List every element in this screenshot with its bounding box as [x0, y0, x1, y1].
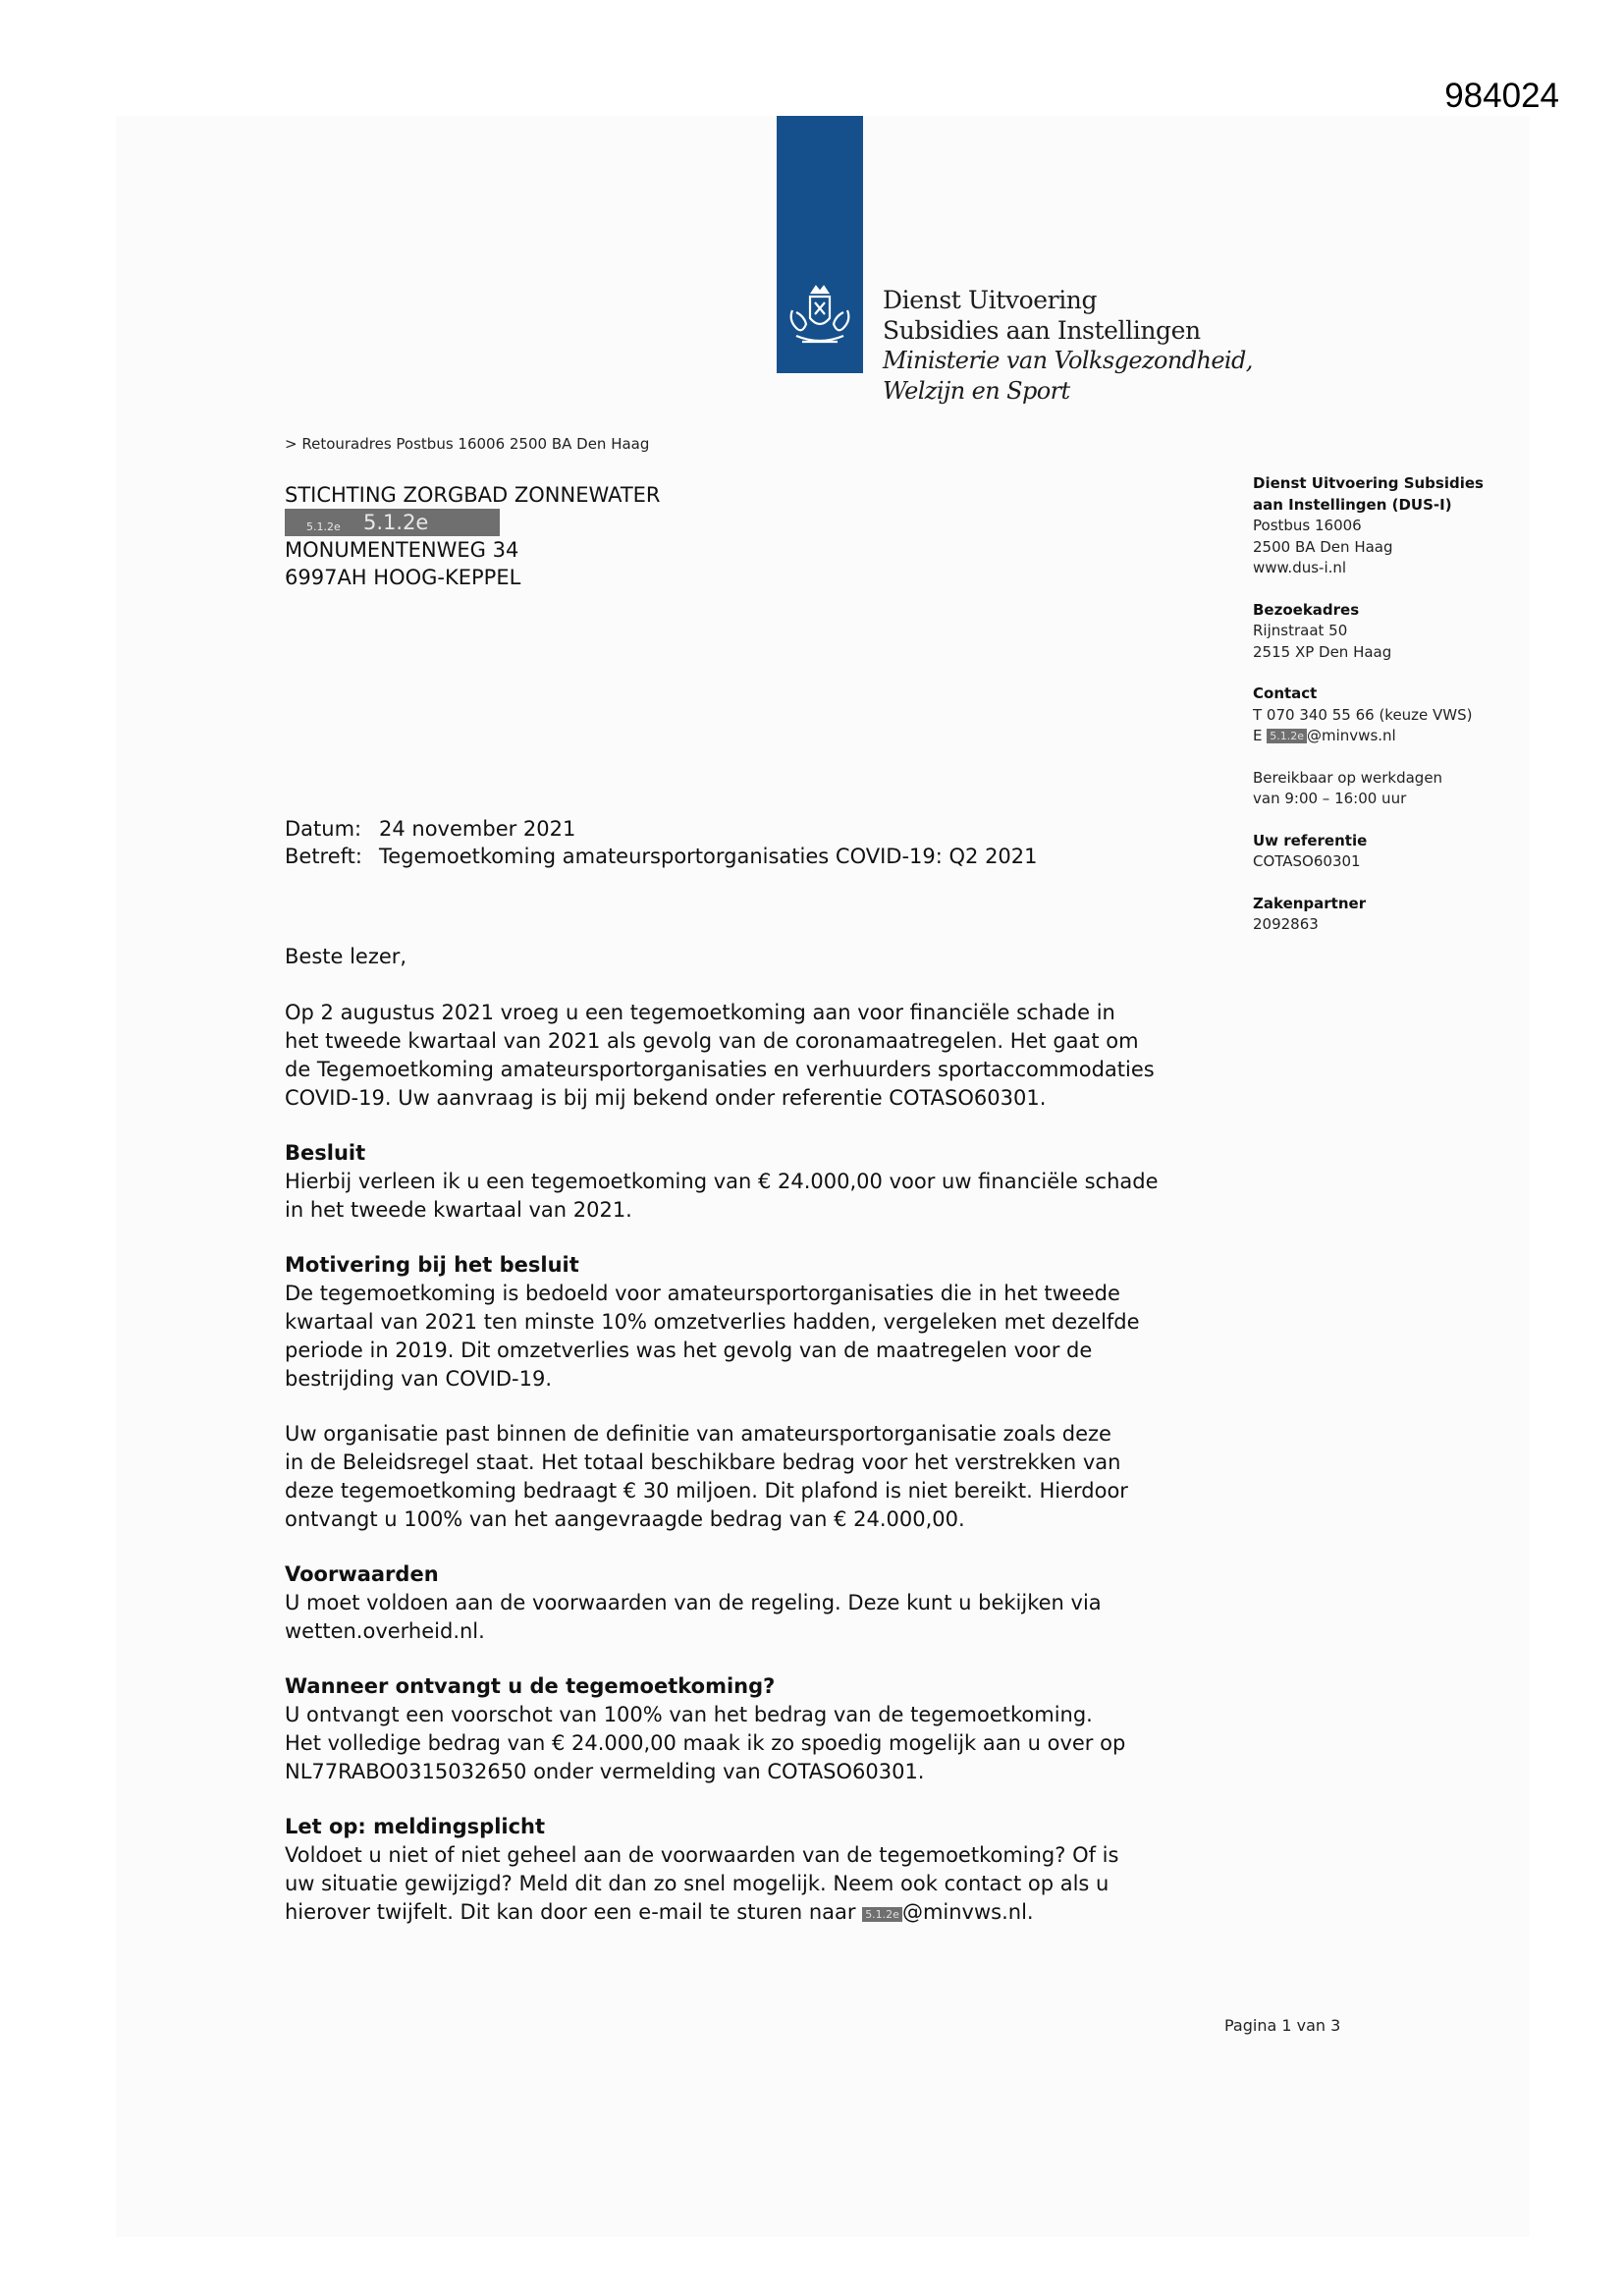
redaction-inline: 5.1.2e — [1267, 729, 1307, 743]
letter-meta — [285, 815, 1038, 870]
wordmark-line-1: Dienst Uitvoering — [883, 286, 1098, 314]
business-partner: Zakenpartner 2092863 — [1253, 894, 1367, 933]
subject-row: Betreft: Tegemoetkoming amateursportorganisaties COVID-19: Q2 2021 — [285, 845, 1038, 868]
your-reference: Uw referentie COTASO60301 — [1253, 831, 1368, 870]
besluit-heading: Besluit — [285, 1141, 366, 1165]
document-number: 984024 — [1444, 77, 1559, 115]
recipient-name: STICHTING ZORGBAD ZONNEWATER — [285, 483, 661, 507]
motivering-paragraph-2: Uw organisatie past binnen de definitie van amateursportorganisatie zoals deze in de Beleidsregel staat. Het totaal beschikbare bedrag voor het verstrekken van deze tegemoetkoming bedraagt € 30 miljoen. Dit plafond is niet bereikt. Hierdoor ontvangt u 100% van het aangevraagde bedrag van € 24.000,00. — [285, 1422, 1128, 1531]
redaction-block: 5.1.2e 5.1.2e — [285, 509, 500, 536]
salutation: Beste lezer, — [285, 945, 407, 968]
redaction-inline: 5.1.2e — [862, 1907, 902, 1922]
motivering-paragraph-1: De tegemoetkoming is bedoeld voor amateursportorganisaties die in het tweede kwartaal van 2021 ten minste 10% omzetverlies hadden, vergeleken met dezelfde periode in 2019. Dit omzetverlies was het gevolg van de maatregelen voor de bestrijding van COVID-19. — [285, 1282, 1140, 1391]
recipient-city: 6997AH HOOG-KEPPEL — [285, 566, 521, 589]
visit-address: Bezoekadres Rijnstraat 50 2515 XP Den Haag — [1253, 600, 1392, 661]
voorwaarden-paragraph: U moet voldoen aan de voorwaarden van de regeling. Deze kunt u bekijken via wetten.overheid.nl. — [285, 1591, 1102, 1643]
organisation-wordmark — [883, 285, 1253, 407]
voorwaarden-heading: Voorwaarden — [285, 1562, 439, 1586]
ministry-line-1: Ministerie van Volksgezondheid, — [883, 347, 1253, 374]
sender-organisation: Dienst Uitvoering Subsidies aan Instellingen (DUS-I) Postbus 16006 2500 BA Den Haag www.dus-i.nl — [1253, 473, 1484, 579]
wanneer-heading: Wanneer ontvangt u de tegemoetkoming? — [285, 1674, 776, 1698]
besluit-paragraph: Hierbij verleen ik u een tegemoetkoming van € 24.000,00 voor uw financiële schade in het tweede kwartaal van 2021. — [285, 1170, 1159, 1222]
meldingsplicht-paragraph: Voldoet u niet of niet geheel aan de voorwaarden van de tegemoetkoming? Of is uw situatie gewijzigd? Meld dit dan zo snel mogelijk. Neem ook contact op als u hierover twijfelt. Dit kan door een e-mail te sturen naar 5.1.2e @minvws.nl. — [285, 1843, 1119, 1924]
meldingsplicht-heading: Let op: meldingsplicht — [285, 1815, 546, 1838]
contact-email: E 5.1.2e @minvws.nl — [1253, 727, 1396, 744]
ministry-line-2: Welzijn en Sport — [883, 377, 1070, 405]
government-logo-bar — [777, 116, 863, 373]
return-address: > Retouradres Postbus 16006 2500 BA Den Haag — [285, 435, 650, 453]
recipient-address — [285, 481, 661, 591]
wanneer-paragraph: U ontvangt een voorschot van 100% van het bedrag van de tegemoetkoming. Het volledige bedrag van € 24.000,00 maak ik zo spoedig mogelijk aan u over op NL77RABO0315032650 onder vermelding van COTASO60301. — [285, 1703, 1126, 1783]
contact-block: Contact T 070 340 55 66 (keuze VWS) E 5.1.2e @minvws.nl — [1253, 683, 1484, 747]
website-link[interactable]: www.dus-i.nl — [1253, 559, 1347, 576]
contact-phone: T 070 340 55 66 (keuze VWS) — [1253, 705, 1473, 724]
recipient-street: MONUMENTENWEG 34 — [285, 538, 519, 562]
royal-crest-icon — [783, 281, 857, 355]
page-number: Pagina 1 van 3 — [1224, 2016, 1341, 2035]
sender-sidebar — [1253, 473, 1484, 957]
letter-body — [285, 943, 1208, 1927]
intro-paragraph: Op 2 augustus 2021 vroeg u een tegemoetkoming aan voor financiële schade in het tweede kwartaal van 2021 als gevolg van de coronamaatregelen. Het gaat om de Tegemoetkoming amateursportorganisaties en verhuurders sportaccommodaties COVID-19. Uw aanvraag is bij mij bekend onder referentie COTASO60301. — [285, 1001, 1155, 1110]
availability: Bereikbaar op werkdagen van 9:00 – 16:00 uur — [1253, 768, 1443, 807]
date-row: Datum: 24 november 2021 — [285, 817, 576, 841]
recipient-redaction — [285, 509, 661, 536]
motivering-heading: Motivering bij het besluit — [285, 1253, 579, 1277]
wordmark-line-2: Subsidies aan Instellingen — [883, 316, 1201, 345]
